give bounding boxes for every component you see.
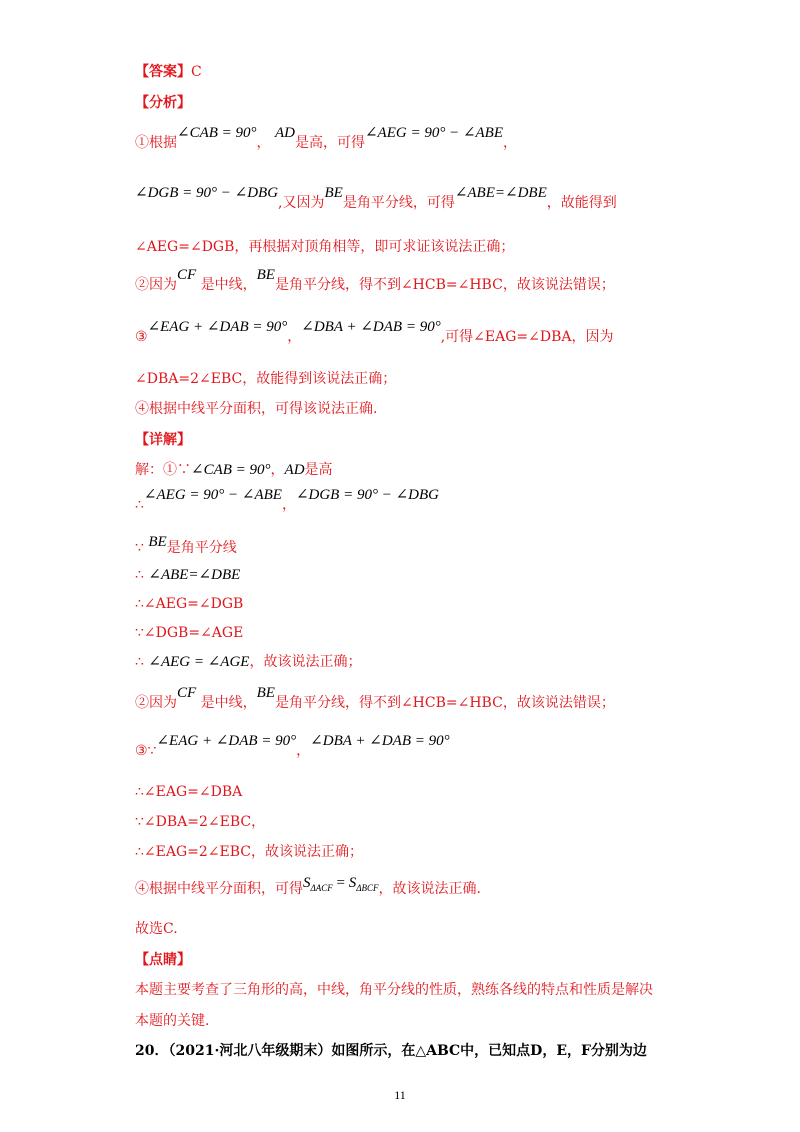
detail-line-10: ∴∠EAG=∠DBA (135, 784, 243, 800)
text: ③ (135, 329, 148, 345)
detail-line-5: ∴∠AEG=∠DGB (135, 596, 244, 612)
area-expr (303, 875, 379, 891)
text: 是角平分线，可得 (342, 195, 455, 211)
text: ， (503, 135, 518, 151)
math-expr: CF (177, 267, 197, 283)
analysis-para-2 (135, 185, 617, 213)
answer-value: C (191, 64, 202, 80)
equals-sign: = (332, 875, 349, 891)
detail-line-1 (135, 460, 333, 480)
math-expr: ∠DBA + ∠DAB = 90° (310, 733, 450, 749)
detail-line-4 (135, 565, 240, 585)
math-expr: BE (324, 185, 343, 201)
comment-text-1: 本题主要考查了三角形的高，中线，角平分线的性质，熟练各线的特点和性质是解决 (135, 982, 653, 998)
text: 是角平分线，得不到∠HCB=∠HBC，故该说法错误； (274, 695, 615, 711)
detail-label-line (135, 430, 191, 450)
area-symbol: S (303, 875, 311, 891)
text: ， (281, 497, 296, 513)
area-subscript: ΔBCF (356, 883, 379, 893)
analysis-para-1 (135, 125, 518, 153)
because-symbol: ∵ (135, 540, 144, 556)
detail-line-11: ∵∠DBA=2∠EBC， (135, 814, 266, 830)
detail-label: 【详解】 (135, 432, 191, 448)
text: ， (287, 329, 302, 345)
area-subscript: ΔACF (310, 883, 333, 893)
math-expr: ∠EAG + ∠DAB = 90° (147, 319, 288, 335)
text: 是角平分线 (166, 540, 237, 556)
analysis-para-7: ④根据中线平分面积，可得该说法正确. (135, 401, 378, 417)
detail-line-9 (135, 733, 450, 761)
page-number: 11 (394, 1088, 406, 1102)
math-expr: ∠EAG + ∠DAB = 90° (156, 733, 297, 749)
answer-label: 【答案】 (135, 64, 191, 80)
text: ， (256, 135, 271, 151)
analysis-label: 【分析】 (135, 95, 191, 111)
text: ，故该说法正确. (378, 881, 481, 897)
math-expr: ∠AEG = ∠AGE (148, 654, 250, 670)
text: ④根据中线平分面积，可得 (135, 881, 303, 897)
text: 是中线， (200, 695, 257, 711)
text: ， (270, 462, 285, 478)
text: ,可得∠EAG=∠DBA，因为 (440, 329, 614, 345)
question-20-stem: 20．（2021·河北八年级期末）如图所示，在△ABC中，已知点D，E，F分别为边 (135, 1043, 647, 1059)
comment-text-2: 本题的关键. (135, 1013, 210, 1029)
detail-line-12: ∴∠EAG=2∠EBC，故该说法正确； (135, 844, 363, 860)
therefore-symbol: ∴ (135, 654, 144, 670)
text: ,又因为 (278, 195, 325, 211)
text: 是角平分线，得不到∠HCB=∠HBC，故该说法错误； (274, 277, 615, 293)
math-expr: ∠ABE=∠DBE (454, 185, 547, 201)
detail-line-7 (135, 652, 361, 672)
analysis-para-3: ∠AEG=∠DGB，再根据对顶角相等，即可求证该说法正确； (135, 239, 515, 255)
therefore-symbol: ∴ (135, 567, 144, 583)
analysis-label-line (135, 93, 191, 113)
math-expr: AD (274, 125, 295, 141)
math-expr: ∠DGB = 90° − ∠DBG (295, 487, 439, 503)
math-expr: ∠AEG = 90° − ∠ABE (143, 487, 282, 503)
text: ②因为 (135, 277, 177, 293)
math-expr: ∠AEG = 90° − ∠ABE (364, 125, 504, 141)
detail-line-6: ∵∠DGB=∠AGE (135, 625, 244, 641)
math-expr: BE (148, 534, 167, 550)
math-expr: CF (177, 685, 197, 701)
text: ③∵ (135, 743, 157, 759)
text: 是高 (304, 462, 333, 478)
comment-label: 【点睛】 (135, 952, 191, 968)
comment-label-line (135, 950, 191, 970)
detail-line-14: 故选C. (135, 921, 178, 937)
therefore-symbol: ∴ (135, 497, 144, 513)
detail-line-2 (135, 487, 439, 515)
text: 是高，可得 (294, 135, 365, 151)
detail-line-8 (135, 685, 615, 713)
math-expr: ∠CAB = 90° (191, 462, 271, 478)
analysis-para-5 (135, 319, 614, 347)
text: ①根据 (135, 135, 177, 151)
area-symbol: S (348, 875, 357, 891)
math-expr: ∠DBA + ∠DAB = 90° (301, 319, 441, 335)
answer-line (135, 62, 202, 82)
math-expr: AD (284, 462, 305, 478)
text: ，故该说法正确； (249, 654, 362, 670)
math-expr: ∠ABE=∠DBE (148, 567, 241, 583)
math-expr: BE (256, 267, 275, 283)
analysis-para-4 (135, 267, 615, 295)
detail-line-3 (135, 534, 237, 558)
text: ②因为 (135, 695, 177, 711)
text: 解：①∵ (135, 462, 191, 478)
detail-line-13 (135, 875, 481, 904)
math-expr: BE (256, 685, 275, 701)
math-expr: ∠CAB = 90° (177, 125, 257, 141)
text: ， (296, 743, 311, 759)
text: 是中线， (200, 277, 257, 293)
math-expr: ∠DGB = 90° − ∠DBG (135, 185, 279, 201)
analysis-para-6: ∠DBA=2∠EBC，故能得到该说法正确； (135, 371, 397, 387)
text: ，故能得到 (546, 195, 617, 211)
